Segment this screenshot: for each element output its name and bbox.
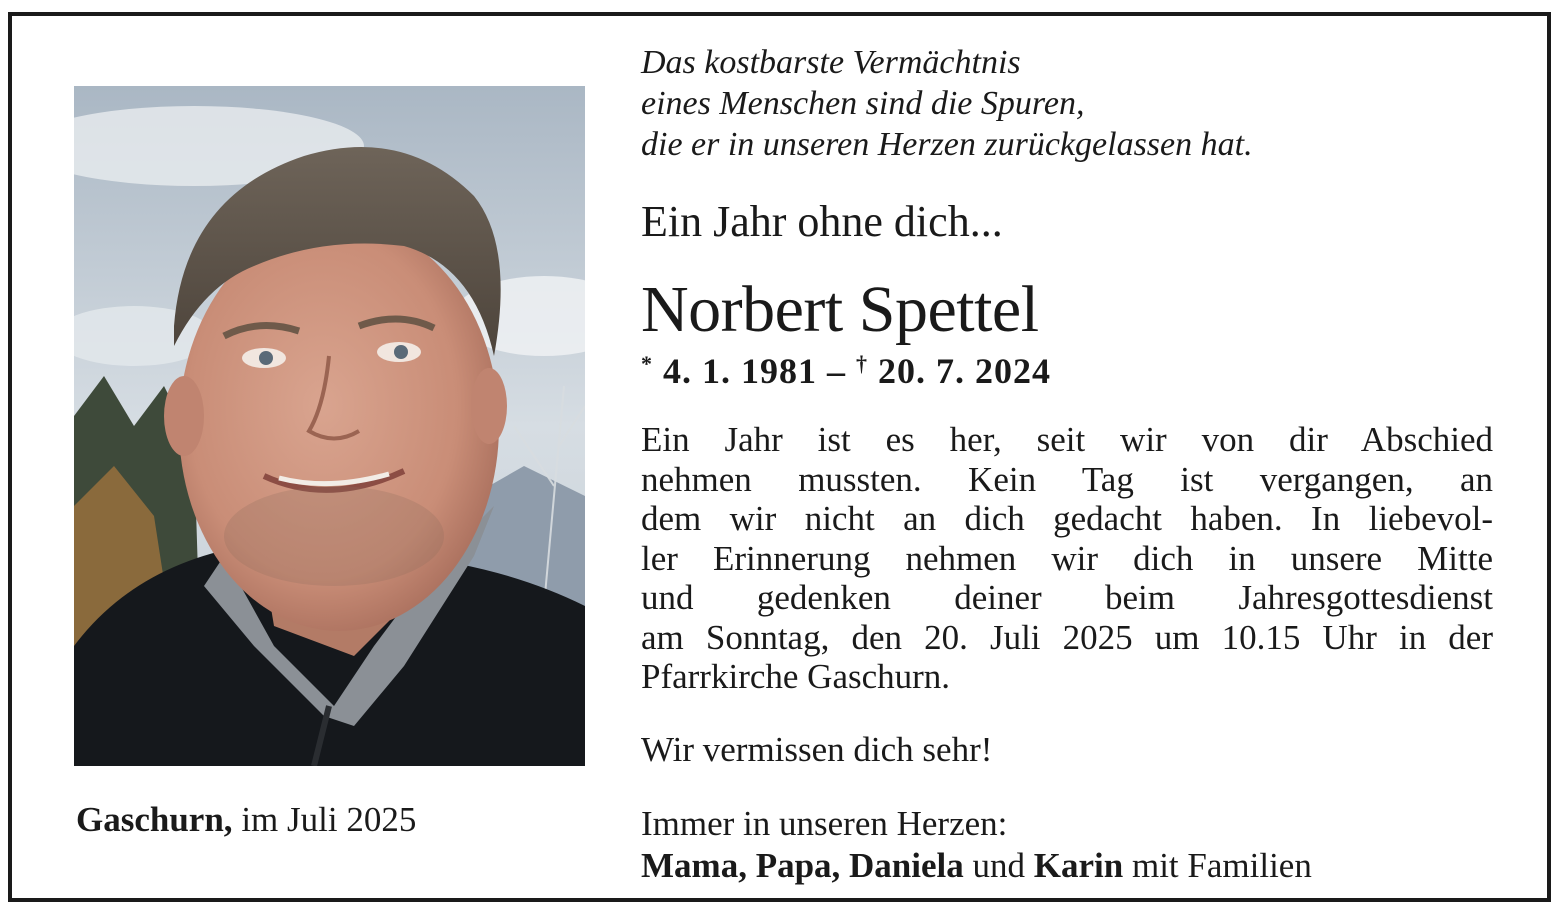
memorial-text-line: Ein Jahr ist es her, seit wir von dir Abschied xyxy=(641,420,1493,459)
memorial-text-line: Pfarrkirche Gaschurn. xyxy=(641,657,951,696)
death-date: 20. 7. 2024 xyxy=(878,351,1051,391)
motto-line: eines Menschen sind die Spuren, xyxy=(641,85,1085,122)
closing-intro: Immer in unseren Herzen: xyxy=(641,804,1008,843)
portrait-photo xyxy=(74,86,585,766)
motto-line: die er in unseren Herzen zurückgelassen hat. xyxy=(641,126,1253,163)
place-date-line xyxy=(76,800,416,840)
deceased-name: Norbert Spettel xyxy=(641,273,1039,346)
signatories-and: und xyxy=(963,846,1034,885)
memorial-text-line: nehmen mussten. Kein Tag ist vergangen, an xyxy=(641,459,1493,499)
life-dates xyxy=(641,350,1051,392)
birth-date: 4. 1. 1981 xyxy=(663,351,817,391)
memorial-text-line: am Sonntag, den 20. Juli 2025 um 10.15 Uhr in der xyxy=(641,617,1493,657)
signatories-names: Mama, Papa, Daniela xyxy=(641,846,964,885)
birth-mark: * xyxy=(641,351,653,376)
headline: Ein Jahr ohne dich... xyxy=(641,197,1003,246)
place-date: im Juli 2025 xyxy=(232,800,417,839)
signatories-name-karin: Karin xyxy=(1033,846,1124,885)
portrait-illustration xyxy=(74,86,585,766)
death-mark: † xyxy=(856,351,868,376)
memorial-motto xyxy=(641,42,1521,165)
signatories-suffix: mit Familien xyxy=(1123,846,1312,885)
memorial-text-line: und gedenken deiner beim Jahresgottesdienst xyxy=(641,578,1493,617)
closing-block xyxy=(641,803,1312,887)
place-town: Gaschurn, xyxy=(76,800,233,839)
memorial-text-line: dem wir nicht an dich gedacht haben. In liebevol- xyxy=(641,499,1493,538)
memorial-text xyxy=(641,420,1493,697)
date-separator: – xyxy=(827,351,846,391)
motto-line: Das kostbarste Vermächtnis xyxy=(641,44,1021,81)
miss-line: Wir vermissen dich sehr! xyxy=(641,730,993,769)
signatories xyxy=(641,845,1312,887)
memorial-text-line: ler Erinnerung nehmen wir dich in unsere Mitte xyxy=(641,538,1493,578)
